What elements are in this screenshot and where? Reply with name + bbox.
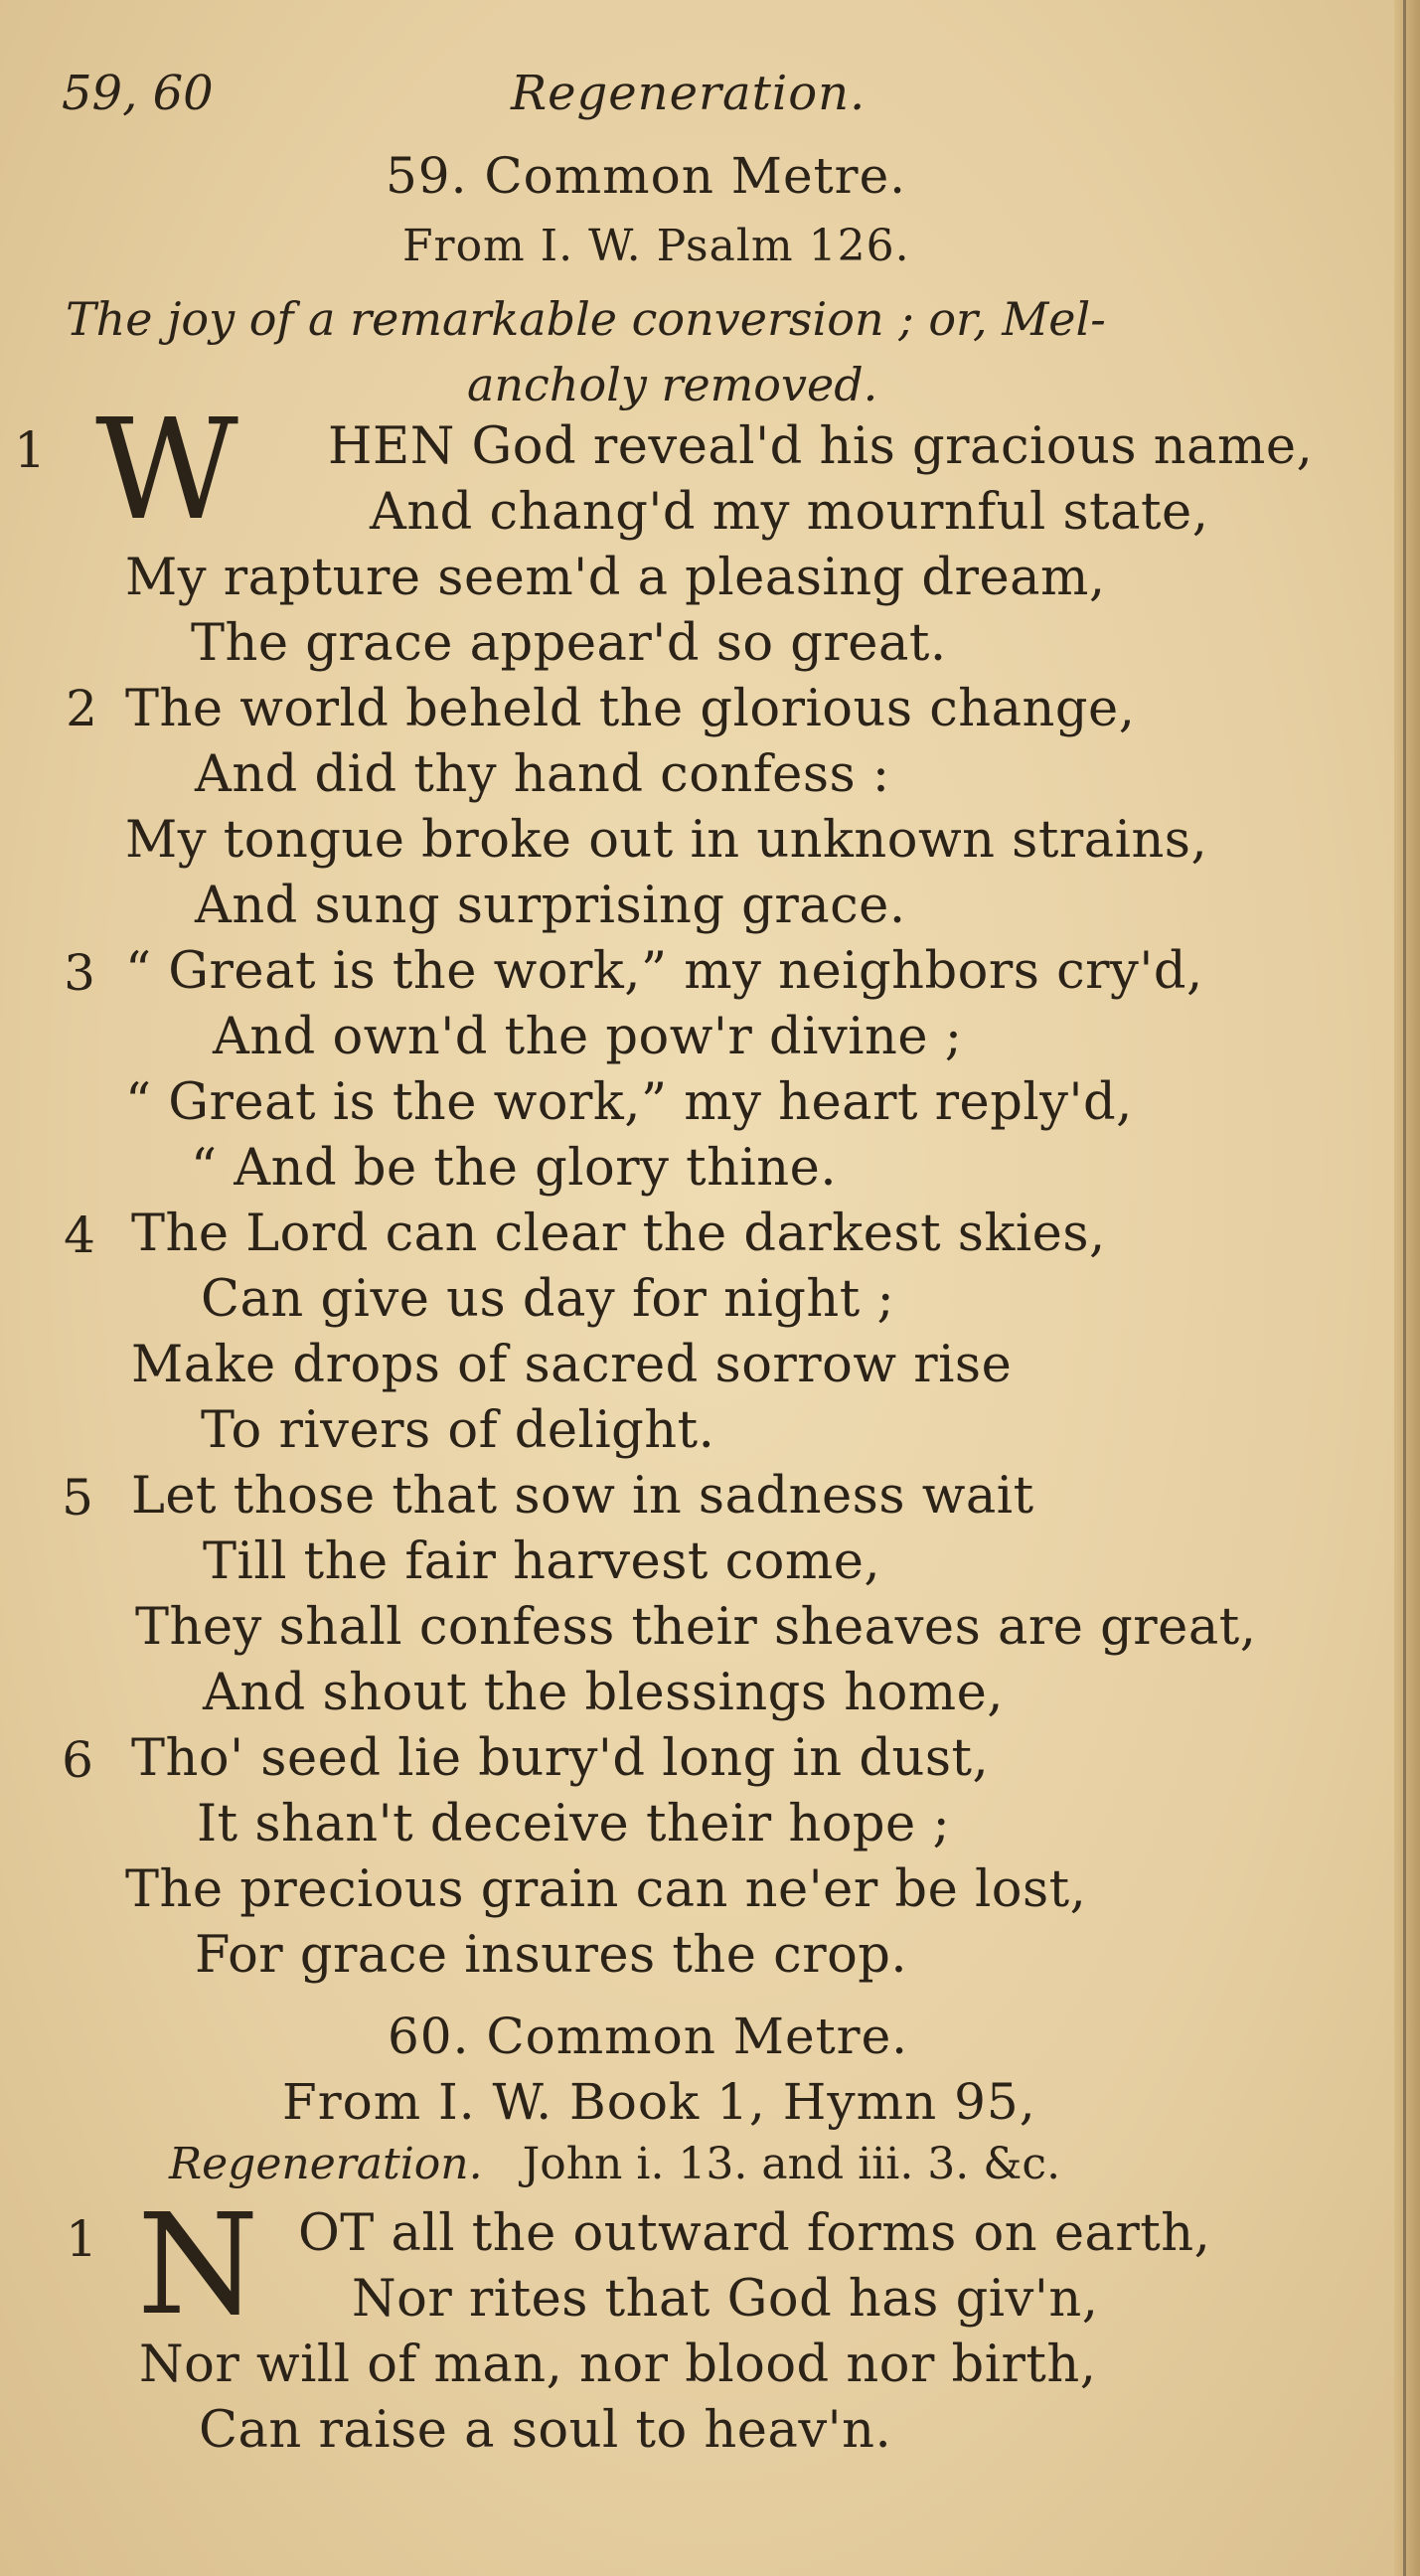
- verse-line: Let those that sow in sadness wait: [131, 1467, 1034, 1526]
- hymn-60-heading: 60. Common Metre.: [388, 2008, 909, 2065]
- verse-line: “ Great is the work,” my neighbors cry'd,: [125, 942, 1203, 1001]
- hymn-60-source: From I. W. Book 1, Hymn 95,: [282, 2073, 1036, 2131]
- verse-line: Can raise a soul to heav'n.: [199, 2401, 892, 2460]
- verse-line: The world beheld the glorious change,: [125, 680, 1136, 738]
- verse-line: My rapture seem'd a pleasing dream,: [125, 549, 1106, 607]
- verse-line: “ Great is the work,” my heart reply'd,: [125, 1073, 1133, 1132]
- verse-line: And chang'd my mournful state,: [370, 483, 1209, 542]
- hymn-59-subtitle-line2: ancholy removed.: [467, 358, 878, 411]
- verse-line: Can give us day for night ;: [201, 1270, 895, 1329]
- stanza-number: 1: [66, 2210, 97, 2268]
- verse-line: For grace insures the crop.: [195, 1926, 908, 1985]
- hymn-60-scripture-ref: John i. 13. and iii. 3. &c.: [522, 2139, 1061, 2189]
- verse-line: And sung surprising grace.: [195, 877, 906, 935]
- stanza-number: 5: [62, 1469, 93, 1527]
- verse-line: “ And be the glory thine.: [191, 1139, 838, 1198]
- page-edge: [1394, 0, 1420, 2576]
- verse-line: The precious grain can ne'er be lost,: [125, 1860, 1087, 1919]
- stanza-number: 3: [64, 944, 95, 1002]
- verse-line: Tho' seed lie bury'd long in dust,: [131, 1729, 990, 1788]
- verse-line: OT all the outward forms on earth,: [298, 2204, 1211, 2263]
- hymn-60-subtitle-title: Regeneration.: [169, 2139, 483, 2189]
- verse-line: Nor will of man, nor blood nor birth,: [139, 2335, 1097, 2394]
- verse-line: Make drops of sacred sorrow rise: [131, 1336, 1013, 1394]
- running-header: [62, 66, 1353, 135]
- page-numbers: 59, 60: [62, 66, 214, 121]
- verse-line: It shan't deceive their hope ;: [197, 1795, 951, 1853]
- verse-line: And did thy hand confess :: [195, 745, 890, 804]
- stanza-number: 2: [66, 680, 97, 737]
- running-title: Regeneration.: [511, 66, 867, 121]
- stanza-number: 6: [62, 1731, 93, 1789]
- hymn-59-subtitle-line1: The joy of a remarkable conversion ; or, Mel-: [66, 292, 1106, 346]
- verse-line: Nor rites that God has giv'n,: [352, 2270, 1099, 2329]
- verse-line: Till the fair harvest come,: [203, 1532, 881, 1591]
- verse-line: The grace appear'd so great.: [191, 614, 947, 673]
- verse-line: And shout the blessings home,: [203, 1664, 1005, 1722]
- verse-line: HEN God reveal'd his gracious name,: [328, 417, 1314, 476]
- binding-line: [1403, 0, 1406, 2576]
- stanza-number: 1: [14, 421, 46, 479]
- hymn-59-heading: 59. Common Metre.: [386, 147, 907, 205]
- hymn-60-subtitle: [169, 2139, 1060, 2189]
- hymn-59-source: From I. W. Psalm 126.: [402, 221, 910, 271]
- drop-cap-w: W: [95, 390, 238, 552]
- verse-line: They shall confess their sheaves are great,: [135, 1598, 1257, 1657]
- drop-cap-n: N: [137, 2184, 259, 2346]
- verse-line: And own'd the pow'r divine ;: [213, 1008, 963, 1066]
- verse-line: To rivers of delight.: [201, 1401, 715, 1460]
- verse-line: My tongue broke out in unknown strains,: [125, 811, 1208, 870]
- verse-line: The Lord can clear the darkest skies,: [131, 1205, 1106, 1263]
- stanza-number: 4: [64, 1207, 95, 1264]
